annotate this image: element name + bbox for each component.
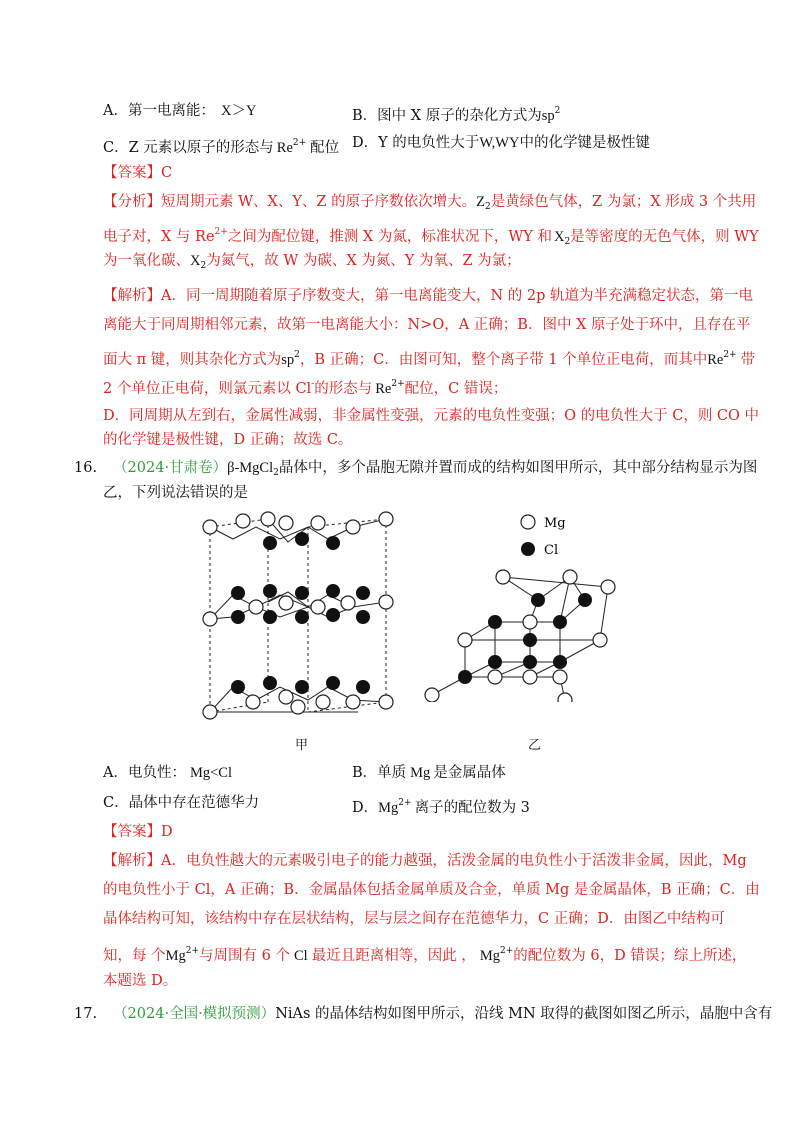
q16-option-d: D．$Mg^{2+}$ 离子的配位数为 3: [352, 798, 530, 816]
legend-cl-label: Cl: [544, 543, 559, 558]
legend-mg-label: Mg: [544, 516, 566, 531]
q15-solution-line-4: 2 个单位正电荷，则氯元素以 Cl-的形态与 $Re^{2+}$配位，C 错误；: [103, 379, 508, 397]
q15-solution-line-2: 离能大于同周期相邻元素，故第一电离能大小：N>O，A 正确；B．图中 X 原子处于环中，且存在平: [103, 317, 751, 333]
figure-caption-yi: 乙: [528, 738, 542, 753]
layer-structure-figure-yi: [420, 512, 630, 702]
q16-solution-line-3: 晶体结构可知，该结构中存在层状结构，层与层之间存在范德华力，C 正确；D．由图乙中结构可: [103, 911, 725, 927]
q15-solution-line-3: 面大 π 键，则其杂化方式为$sp^2$，B 正确；C．由图可知，整个离子带 1 个单位正电荷，而其中$Re^{2+}$ 带: [103, 350, 756, 368]
q16-stem-line-2: 乙，下列说法错误的是: [103, 485, 248, 501]
q16-stem-line-1: 16. （2024·甘肃卷）β-MgCl$_2$晶体中，多个晶胞无隙并置而成的结构如图甲所示，其中部分结构显示为图: [74, 460, 758, 478]
q15-option-b: B．图中 X 原子的杂化方式为$sp^2$: [352, 106, 561, 124]
q15-option-a: A．第一电离能： X＞Y: [103, 103, 257, 119]
q15-option-c: C．Z 元素以原子的形态与 $Re^{2+}$ 配位: [103, 138, 340, 156]
q15-analysis-line-2: 电子对，X 与 $Re^{2+}$之间为配位键，推测 X 为氮，标准状况下，WY 和 $X_2$是等密度的无色气体，则 WY: [103, 227, 759, 247]
q16-solution-line-2: 的电负性小于 Cl，A 正确；B．金属晶体包括金属单质及合金，单质 Mg 是金属晶体，B 正确；C．由: [103, 882, 760, 898]
q15-option-d: D．Y 的电负性大于W,WY中的化学键是极性键: [352, 135, 650, 151]
question-number: 16.: [74, 460, 98, 476]
q15-solution-line-1: 【解析】A．同一周期随着原子序数变大，第一电离能变大，N 的 2p 轨道为半充满稳定状态，第一电: [103, 288, 753, 304]
figure-caption-jia: 甲: [295, 738, 309, 753]
crystal-structure-figure-jia: [198, 507, 418, 732]
q15-solution-line-6: 的化学键是极性键，D 正确；故选 C。: [103, 432, 353, 448]
question-number: 17.: [74, 1006, 98, 1022]
q16-option-b: B．单质 Mg 是金属晶体: [352, 765, 506, 781]
q15-solution-line-5: D．同周期从左到右，金属性减弱，非金属性变强，元素的电负性变强；O 的电负性大于 C，则 CO 中: [103, 408, 760, 424]
legend-cl-marker: [521, 542, 535, 556]
q16-solution-line-4: 知，每 个$Mg^{2+}$与周围有 6 个 Cl 最近且距离相等，因此 ， $Mg^{2+}$的配位数为 6，D 错误；综上所述，: [103, 946, 747, 964]
q16-option-a: A．电负性： Mg<Cl: [103, 765, 233, 781]
q16-solution-line-5: 本题选 D。: [103, 973, 178, 989]
q17-stem: 17. （2024·全国·模拟预测）NiAs 的晶体结构如图甲所示，沿线 MN 取得的截图如图乙所示，晶胞中含有: [74, 1006, 773, 1022]
q15-analysis-line-3: 为一氧化碳、$X_2$为氮气，故 W 为碳、X 为氮、Y 为氧、Z 为氯；: [103, 253, 521, 271]
q16-solution-line-1: 【解析】A．电负性越大的元素吸引电子的能力越强，活泼金属的电负性小于活泼非金属，因此，Mg: [103, 853, 747, 869]
q16-option-c: C．晶体中存在范德华力: [103, 795, 260, 811]
question-source: （2024·甘肃卷）: [113, 460, 228, 476]
question-source: （2024·全国·模拟预测）: [113, 1006, 276, 1022]
q15-analysis-line-1: 【分析】短周期元素 W、X、Y、Z 的原子序数依次增大。$Z_2$是黄绿色气体，Z 为氯；X 形成 3 个共用: [103, 194, 757, 212]
q16-answer: 【答案】D: [103, 824, 173, 840]
q15-answer: 【答案】C: [103, 165, 173, 181]
legend-mg-marker: [521, 515, 535, 529]
